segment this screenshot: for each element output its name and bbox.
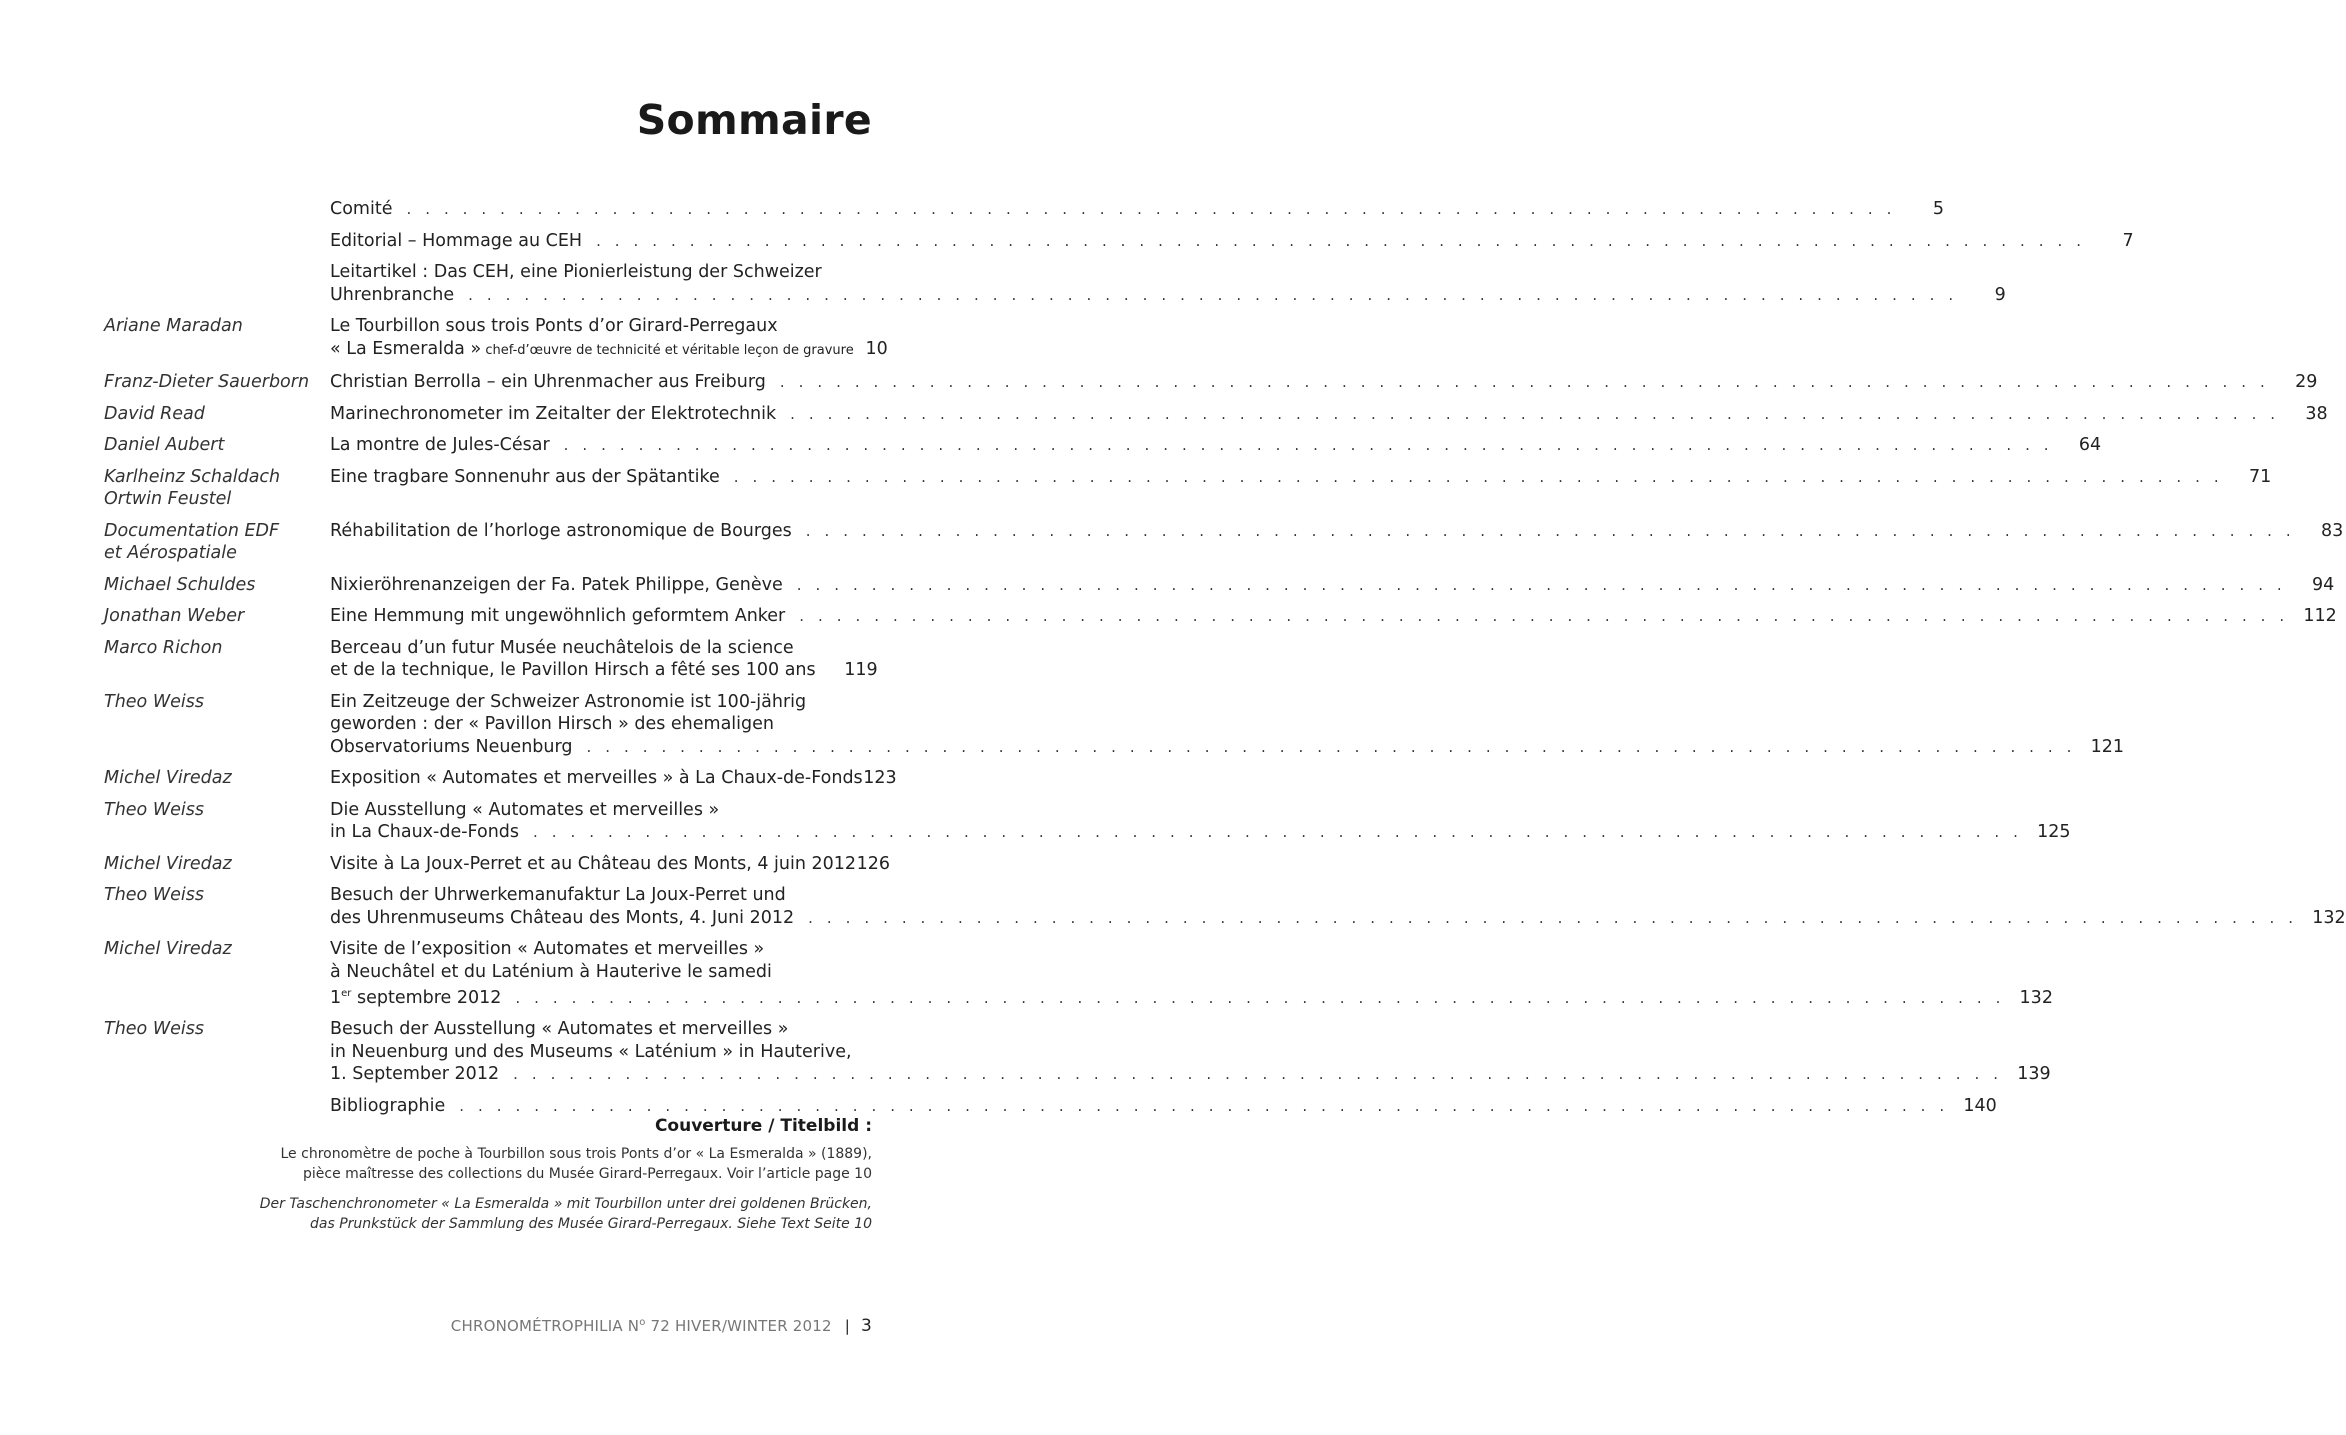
toc-page-number: 126 bbox=[856, 853, 891, 874]
dot-leader: . . . . . . . . . . . . . . . . . . . . . . . . . . . . . . . . . . . . . . . . . . . . . . . . . . . . . . . . . . . . . . . . . . . . . . . . . . . . . . . . bbox=[513, 1065, 2003, 1084]
toc-title-line: Uhrenbranche bbox=[330, 284, 455, 305]
toc-title-line: Exposition « Automates et merveilles » à La Chaux-de-Fonds bbox=[330, 768, 863, 788]
toc-entry bbox=[0, 637, 900, 682]
toc-entry bbox=[0, 1095, 1997, 1118]
toc-title-line: Eine tragbare Sonnenuhr aus der Spätantike bbox=[330, 466, 720, 487]
toc-entry bbox=[0, 466, 2272, 511]
toc-page-number: 83 bbox=[2321, 520, 2344, 541]
toc-entry bbox=[0, 371, 2318, 394]
toc-entry bbox=[0, 938, 2053, 1009]
toc-page-number: 132 bbox=[2019, 987, 2053, 1008]
toc-author: Ariane Maradan bbox=[104, 316, 243, 336]
toc-title-line: in La Chaux-de-Fonds bbox=[330, 822, 520, 842]
cover-caption bbox=[232, 1116, 872, 1234]
toc-title-line: des Uhrenmuseums Château des Monts, 4. Juni 2012 bbox=[330, 907, 795, 928]
dot-leader: . . . . . . . . . . . . . . . . . . . . . . . . . . . . . . . . . . . . . . . . . . . . . . . . . . . . . . . . . . . . . . . . . . . . . . . . . . . . . . . . bbox=[805, 521, 2296, 540]
dot-leader: . . . . . . . . . . . . . . . . . . . . . . . . . . . . . . . . . . . . . . . . . . . . . . . . . . . . . . . . . . . . . . . . . . . . . . . . . . . . . . . . bbox=[808, 908, 2298, 927]
toc-author: Theo Weiss bbox=[104, 885, 204, 905]
dot-leader: . . . . . . . . . . . . . . . . . . . . . . . . . . . . . . . . . . . . . . . . . . . . . . . . . . . . . . . . . . . . . . . . . . . . . . . . . . . . . . . . bbox=[406, 200, 1896, 218]
toc-title-line: Die Ausstellung « Automates et merveilles » bbox=[330, 799, 720, 820]
toc-entry bbox=[0, 767, 900, 790]
toc-page-number: 94 bbox=[2312, 574, 2335, 595]
toc-title-line: in Neuenburg und des Museums « Laténium » in Hauterive, bbox=[330, 1041, 852, 1062]
toc-page-number: 71 bbox=[2249, 466, 2272, 487]
toc-title-line: Berceau d’un futur Musée neuchâtelois de la science bbox=[330, 637, 794, 658]
toc-title-line: à Neuchâtel et du Laténium à Hauterive le samedi bbox=[330, 961, 772, 982]
cover-de-line: Der Taschenchronometer « La Esmeralda » mit Tourbillon unter drei goldenen Brücken, bbox=[259, 1196, 872, 1212]
publication-name: CHRONOMÉTROPHILIA N bbox=[450, 1317, 640, 1335]
toc-entry bbox=[0, 574, 2335, 597]
toc-title-line: Bibliographie bbox=[330, 1095, 446, 1116]
dot-leader: . . . . . . . . . . . . . . . . . . . . . . . . . . . . . . . . . . . . . . . . . . . . . . . . . . . . . . . . . . . . . . . . . . . . . . . . . . . . . . . . bbox=[779, 373, 2270, 391]
dot-leader: . . . . . . . . . . . . . . . . . . . . . . . . . . . . . . . . . . . . . . . . . . . . . . . . . . . . . . . . . . . . . . . . . . . . . . . . . . . . . . . . bbox=[790, 404, 2280, 423]
footer-separator: | bbox=[844, 1317, 850, 1335]
toc-author: Michel Viredaz bbox=[104, 768, 232, 788]
dot-leader: . . . . . . . . . . . . . . . . . . . . . . . . . . . . . . . . . . . . . . . . . . . . . . . . . . . . . . . . . . . . . . . . . . . . . . . . . . . . . . . . bbox=[563, 436, 2054, 454]
page-number: 3 bbox=[860, 1316, 872, 1336]
toc-title-line: Ein Zeitzeuge der Schweizer Astronomie ist 100-jährig bbox=[330, 691, 807, 712]
table-of-contents bbox=[0, 198, 2346, 1126]
toc-author: Marco Richon bbox=[104, 637, 223, 658]
toc-author: Karlheinz Schaldach Ortwin Feustel bbox=[104, 466, 281, 509]
toc-title-line: Eine Hemmung mit ungewöhnlich geformtem Anker bbox=[330, 606, 786, 626]
dot-leader: . . . . . . . . . . . . . . . . . . . . . . . . . . . . . . . . . . . . . . . . . . . . . . . . . . . . . . . . . . . . . . . . . . . . . . . . . . . . . . . . bbox=[533, 823, 2023, 841]
dot-leader: . . . . . . . . . . . . . . . . . . . . . . . . . . . . . . . . . . . . . . . . . . . . . . . . . . . . . . . . . . . . . . . . . . . . . . . . . . . . . . . . bbox=[799, 607, 2289, 625]
toc-title-line: et de la technique, le Pavillon Hirsch a fêté ses 100 ans bbox=[330, 660, 816, 680]
toc-title-line: geworden : der « Pavillon Hirsch » des ehemaligen bbox=[330, 714, 774, 734]
number-symbol: o bbox=[639, 1317, 646, 1328]
dot-leader: . . . . . . . . . . . . . . . . . . . . . . . . . . . . . . . . . . . . . . . . . . . . . . . . . . . . . . . . . . . . . . . . . . . . . . . . . . . . . . . . bbox=[468, 285, 1958, 304]
toc-entry bbox=[0, 261, 2006, 306]
toc-title-line: 1. September 2012 bbox=[330, 1064, 500, 1085]
cover-caption-french bbox=[232, 1144, 872, 1184]
toc-page-number: 29 bbox=[2295, 372, 2318, 392]
dot-leader: . . . . . . . . . . . . . . . . . . . . . . . . . . . . . . . . . . . . . . . . . . . . . . . . . . . . . . . . . . . . . . . . . . . . . . . . . . . . . . . . bbox=[796, 575, 2287, 594]
toc-author: Daniel Aubert bbox=[104, 435, 225, 455]
cover-fr-line: Le chronomètre de poche à Tourbillon sous trois Ponts d’or « La Esmeralda » (1889), bbox=[280, 1146, 872, 1162]
cover-heading: Couverture / Titelbild : bbox=[654, 1116, 872, 1136]
toc-page-number: 125 bbox=[2037, 822, 2071, 842]
toc-title-line: Visite à La Joux-Perret et au Château des Monts, 4 juin 2012 bbox=[330, 853, 857, 874]
toc-title-line: Visite de l’exposition « Automates et merveilles » bbox=[330, 939, 765, 959]
toc-entry bbox=[0, 198, 1944, 221]
toc-page-number: 112 bbox=[2303, 606, 2337, 626]
toc-author: Theo Weiss bbox=[104, 1019, 204, 1040]
toc-entry bbox=[0, 884, 2346, 929]
toc-title-line: La montre de Jules-César bbox=[330, 435, 550, 455]
toc-title-line: 1er septembre 2012 bbox=[330, 987, 502, 1008]
toc-title-line: Besuch der Ausstellung « Automates et merveilles » bbox=[330, 1019, 789, 1040]
dot-leader: . . . . . . . . . . . . . . . . . . . . . . . . . . . . . . . . . . . . . . . . . . . . . . . . . . . . . . . . . . . . . . . . . . . . . . . . . . . . . . . . bbox=[586, 737, 2077, 756]
toc-entry bbox=[0, 1018, 2051, 1086]
toc-page-number: 7 bbox=[2122, 230, 2134, 251]
toc-entry bbox=[0, 403, 2328, 426]
toc-page-number: 9 bbox=[1994, 284, 2006, 305]
toc-title-line: Marinechronometer im Zeitalter der Elektrotechnik bbox=[330, 403, 777, 424]
toc-entry bbox=[0, 520, 2344, 565]
toc-author: Franz-Dieter Sauerborn bbox=[104, 372, 310, 392]
toc-page-number: 121 bbox=[2090, 736, 2125, 757]
cover-caption-german bbox=[232, 1194, 872, 1234]
toc-author: Michael Schuldes bbox=[104, 574, 256, 595]
dot-leader: . . . . . . . . . . . . . . . . . . . . . . . . . . . . . . . . . . . . . . . . . . . . . . . . . . . . . . . . . . . . . . . . . . . . . . . . . . . . . . . . bbox=[459, 1096, 1949, 1115]
toc-page-number: 64 bbox=[2078, 435, 2102, 455]
dot-leader: . . . . . . . . . . . . . . . . . . . . . . . . . . . . . . . . . . . . . . . . . . . . . . . . . . . . . . . . . . . . . . . . . . . . . . . . . . . . . . . . bbox=[596, 231, 2086, 250]
toc-page-number: 10 bbox=[865, 338, 888, 359]
toc-page-number: 119 bbox=[844, 660, 878, 680]
toc-title-line: Besuch der Uhrwerkemanufaktur La Joux-Perret und bbox=[330, 885, 786, 905]
toc-title-line: Editorial – Hommage au CEH bbox=[330, 230, 583, 251]
toc-title-line: Comité bbox=[330, 199, 393, 219]
issue-info: 72 HIVER/WINTER 2012 bbox=[645, 1317, 832, 1335]
toc-entry bbox=[0, 230, 2134, 253]
toc-entry bbox=[0, 853, 900, 876]
toc-title-line: Réhabilitation de l’horloge astronomique de Bourges bbox=[330, 520, 792, 541]
dot-leader: . . . . . . . . . . . . . . . . . . . . . . . . . . . . . . . . . . . . . . . . . . . . . . . . . . . . . . . . . . . . . . . . . . . . . . . . . . . . . . . . bbox=[733, 467, 2224, 486]
toc-title-line: Nixieröhrenanzeigen der Fa. Patek Philippe, Genève bbox=[330, 574, 783, 595]
toc-title-line: « La Esmeralda » chef-d’œuvre de technicité et véritable leçon de gravure bbox=[330, 338, 854, 359]
toc-page-number: 123 bbox=[863, 768, 897, 788]
toc-entry bbox=[0, 315, 900, 362]
toc-author: Michel Viredaz bbox=[104, 939, 232, 959]
toc-title-line: Observatoriums Neuenburg bbox=[330, 736, 573, 757]
toc-page-number: 132 bbox=[2312, 907, 2346, 928]
toc-page-number: 38 bbox=[2305, 403, 2328, 424]
toc-entry bbox=[0, 434, 2102, 457]
toc-title-line: Christian Berrolla – ein Uhrenmacher aus Freiburg bbox=[330, 372, 766, 392]
toc-author: Documentation EDF et Aérospatiale bbox=[104, 520, 280, 563]
toc-entry bbox=[0, 799, 2071, 844]
cover-fr-line: pièce maîtresse des collections du Musée Girard-Perregaux. Voir l’article page 10 bbox=[302, 1166, 872, 1182]
page-title: Sommaire bbox=[636, 96, 872, 144]
toc-author: Jonathan Weber bbox=[104, 606, 245, 626]
toc-title-line: Le Tourbillon sous trois Ponts d’or Girard-Perregaux bbox=[330, 316, 778, 336]
toc-author: David Read bbox=[104, 403, 205, 424]
cover-de-line: das Prunkstück der Sammlung des Musée Girard-Perregaux. Siehe Text Seite 10 bbox=[310, 1216, 872, 1232]
toc-author: Theo Weiss bbox=[104, 799, 204, 820]
toc-title-line: Leitartikel : Das CEH, eine Pionierleistung der Schweizer bbox=[330, 262, 822, 282]
toc-entry bbox=[0, 691, 2125, 759]
toc-author: Michel Viredaz bbox=[104, 853, 232, 874]
toc-author: Theo Weiss bbox=[104, 691, 204, 712]
toc-page-number: 139 bbox=[2017, 1064, 2051, 1085]
toc-page-number: 5 bbox=[1932, 199, 1944, 219]
toc-entry bbox=[0, 605, 2337, 628]
page-footer bbox=[451, 1316, 872, 1336]
toc-page-number: 140 bbox=[1963, 1095, 1997, 1116]
dot-leader: . . . . . . . . . . . . . . . . . . . . . . . . . . . . . . . . . . . . . . . . . . . . . . . . . . . . . . . . . . . . . . . . . . . . . . . . . . . . . . . . bbox=[515, 988, 2005, 1007]
